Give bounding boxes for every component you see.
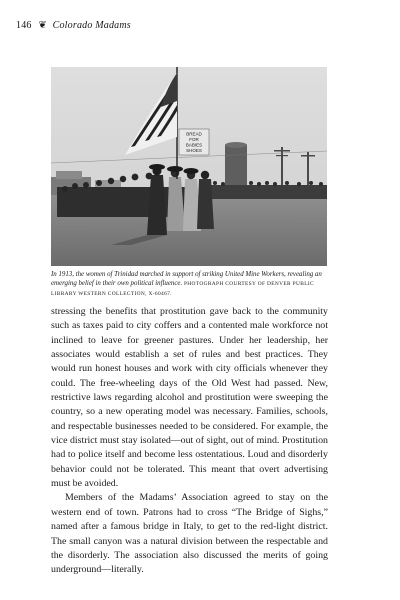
book-title: Colorado Madams xyxy=(52,20,131,31)
fleuron-icon: ❦ xyxy=(38,20,47,31)
photo-credit: PHOTOGRAPH COURTESY OF DENVER PUBLIC LIBRARY WESTERN COLLECTION, X-60467. xyxy=(51,281,314,297)
historical-photograph xyxy=(51,67,327,266)
sign-line: SHOES xyxy=(186,148,202,153)
paragraph: stressing the benefits that prostitution gave back to the community such as taxes paid to city coffers and a contented male workforce not inclined to leave for greener pastures. Under her leadership, her associates would establish a set of rules and best practices. They would run honest houses and work with city officials whenever they could. The free-wheeling days of the Old West had passed. New, restrictive laws regarding alcohol and prostitution were sweeping the country, so a new operating model was necessary. Families, schools, and respectable businesses needed to be considered. For example, the vice district must stay isolated—out of sight, out of mind. Prostitution had to police itself and become less ostentatious. Loud and disorderly behavior could not be tolerated. This meant that overt advertising must be avoided. xyxy=(51,306,328,490)
body-text xyxy=(51,305,328,578)
paragraph: Members of the Madams’ Association agreed to stay on the western end of town. Patrons had to cross “The Bridge of Sighs,” named after a famous bridge in Italy, to get to the red-light district. The small canyon was a natural division between the respectable and the disorderly. The association also discussed the merits of going underground—literally. xyxy=(51,492,328,576)
page-number: 146 xyxy=(16,20,32,31)
sign-line: FOR xyxy=(189,137,199,142)
figure-caption xyxy=(51,270,329,299)
sign-line: BABIES xyxy=(185,142,203,148)
caption-text: In 1913, the women of Trinidad marched in support of striking United Mine Workers, revealing an emerging belief in their own political influence. xyxy=(51,271,322,287)
running-head xyxy=(16,20,131,31)
sign-line: BREAD xyxy=(186,131,202,137)
